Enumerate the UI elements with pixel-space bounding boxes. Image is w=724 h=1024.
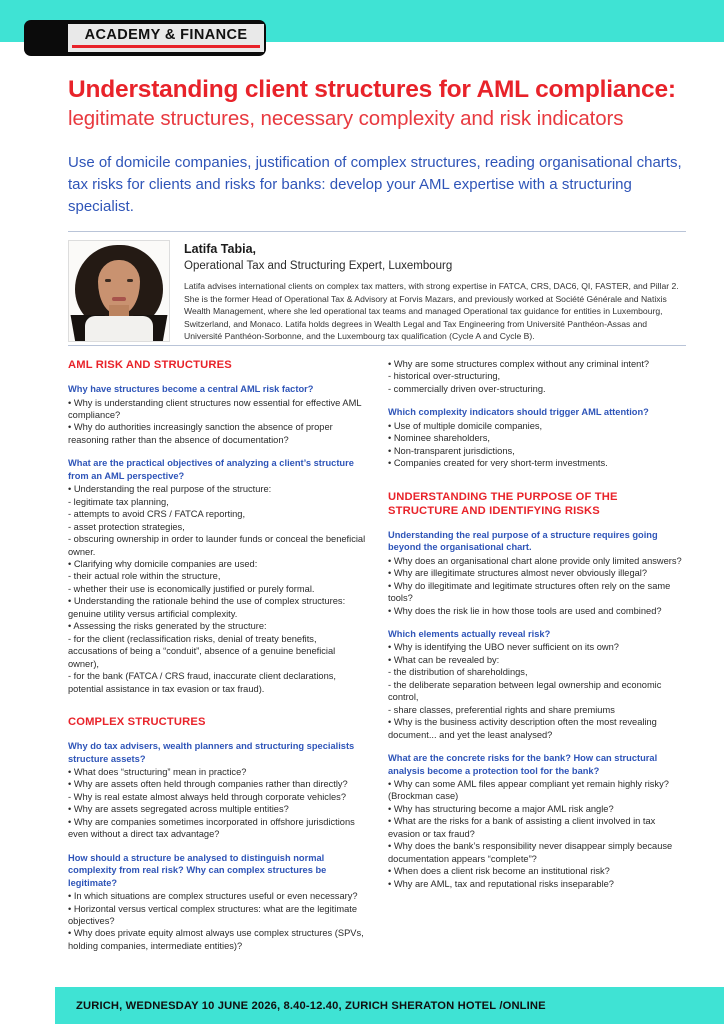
question-group (388, 529, 686, 617)
question-group (68, 383, 366, 446)
bullet-item: - the distribution of shareholdings, (388, 667, 528, 678)
bullet-item: • In which situations are complex structures useful or even necessary? (68, 891, 358, 902)
bullet-item: - for the bank (FATCA / CRS fraud, inaccurate client declarations, potential assistance in tax evasion or tax fraud). (68, 671, 337, 694)
footer-banner (55, 987, 724, 1024)
bullet-item: - their actual role within the structure, (68, 571, 221, 582)
logo-text: ACADEMY & FINANCE (84, 27, 248, 44)
section-heading-complex-structures: COMPLEX STRUCTURES (68, 715, 206, 728)
bullet-item: • Companies created for very short-term investments. (388, 458, 608, 469)
bullet-item: • Why are AML, tax and reputational risks inseparable? (388, 878, 614, 889)
bullet-item: • Why do authorities increasingly sanction the absence of proper reasoning rather than the absence of documentation? (68, 422, 333, 445)
bullet-item: • Why is identifying the UBO never sufficient on its own? (388, 642, 619, 653)
left-column (68, 358, 366, 952)
bullet-item: • Why is the business activity description often the most revealing document... and yet the least analysed? (388, 717, 657, 740)
question-heading: What are the practical objectives of analyzing a client’s structure from an AML perspective? (68, 458, 354, 481)
bullet-item: • Why are some structures complex without any criminal intent? (388, 359, 650, 369)
section-heading-aml-risk-and-structures: AML RISK AND STRUCTURES (68, 359, 232, 371)
bullet-item: - commercially driven over-structuring. (388, 383, 546, 394)
bullet-item: • Assessing the risks generated by the structure: (68, 621, 267, 632)
bullet-item: • Why can some AML files appear compliant yet remain highly risky? (Brockman case) (388, 779, 669, 802)
footer-event-details: ZURICH, WEDNESDAY 10 JUNE 2026, 8.40-12.40, ZURICH SHERATON HOTEL /ONLINE (76, 999, 546, 1012)
bullet-item: • Understanding the rationale behind the use of complex structures: genuine utility versus artificial complexity. (68, 596, 346, 619)
page-subtitle: legitimate structures, necessary complexity and risk indicators (68, 106, 624, 130)
question-heading: Understanding the real purpose of a structure requires going beyond the organisational chart. (388, 529, 658, 553)
bullet-item: • Why are assets segregated across multiple entities? (68, 804, 289, 815)
bullet-item: - the deliberate separation between legal ownership and economic control, (388, 679, 662, 703)
bullet-item: - legitimate tax planning, (68, 496, 169, 507)
bullet-item: - for the client (reclassification risks, denial of treaty benefits, accusations of being a “conduit”, absence of a genuine beneficial owner), (68, 633, 336, 669)
question-group (68, 457, 366, 695)
bullet-item: • Horizontal versus vertical complex structures: what are the legitimate objectives? (68, 903, 357, 926)
bullet-item: - obscuring ownership in order to launder funds or conceal the beneficial owner. (68, 534, 366, 557)
speaker-name: Latifa Tabia, (184, 242, 257, 256)
bullet-item: • Why does an organisational chart alone provide only limited answers? (388, 555, 682, 566)
bullet-item: - asset protection strategies, (68, 521, 185, 532)
bullet-item: - share classes, preferential rights and share premiums (388, 704, 615, 715)
bullet-item: • What are the risks for a bank of assisting a client involved in tax evasion or tax fraud? (388, 816, 656, 839)
speaker-portrait (68, 240, 170, 342)
bullet-item: • Non-transparent jurisdictions, (388, 445, 515, 456)
speaker-bio: Latifa advises international clients on complex tax matters, with strong expertise in FATCA, CRS, DAC6, QI, FASTER, and Pillar 2. She is the former Head of Operational Tax & Advisory at Forvis Mazars, and previously worked at Société Générale and Natixis Wealth Management, where she led operational tax teams and managed Operational tax guidance for entities in Luxembourg, Switzerland, and Monaco. Latifa holds degrees in Wealth Legal and Tax Engineering from Université Panthéon-Assas and Université Panthéon-Sorbonne, and the Luxembourg tax qualification (Cycle A and Cycle B). (184, 280, 679, 342)
bullet-item: • Why is understanding client structures now essential for effective AML compliance? (68, 397, 362, 421)
bullet-item: • Why are companies sometimes incorporated in offshore jurisdictions even without a direct tax advantage? (68, 816, 355, 840)
speaker-block (68, 240, 686, 343)
divider-top (68, 231, 686, 232)
bullet-item: • What does “structuring” mean in practice? (68, 767, 247, 777)
right-column (388, 358, 686, 952)
question-heading: Why do tax advisers, wealth planners and structuring specialists structure assets? (68, 741, 355, 764)
speaker-role: Operational Tax and Structuring Expert, Luxembourg (184, 260, 453, 273)
bullet-item: • Clarifying why domicile companies are used: (68, 559, 258, 569)
bullet-item: • Use of multiple domicile companies, (388, 420, 543, 431)
bullet-item: • What can be revealed by: (388, 654, 500, 665)
bullet-item: • Why does private equity almost always use complex structures (SPVs, holding companies, intermediate entities)? (68, 928, 364, 951)
bullet-item: • Why does the risk lie in how those tools are used and combined? (388, 605, 662, 616)
bullet-item: - whether their use is economically justified or purely formal. (68, 583, 315, 594)
question-heading: How should a structure be analysed to distinguish normal complexity from real risk? Why can complex structures be legitimate? (68, 852, 327, 888)
bullet-item: • Understanding the real purpose of the structure: (68, 484, 272, 495)
question-group (388, 358, 686, 395)
lead-paragraph: Use of domicile companies, justification of complex structures, reading organisational charts, tax risks for clients and risks for banks: develop your AML expertise with a structuring specialist. (68, 154, 682, 215)
question-heading: Which elements actually reveal risk? (388, 629, 551, 640)
bullet-item: • Why do illegitimate and legitimate structures often rely on the same tools? (388, 580, 671, 604)
question-group (388, 752, 686, 890)
question-group (388, 628, 686, 741)
bullet-item: • Why does the bank’s responsibility never disappear simply because documentation appears “complete”? (388, 841, 673, 864)
bullet-item: • When does a client risk become an institutional risk? (388, 866, 610, 877)
speaker-info (184, 240, 686, 343)
page-title: Understanding client structures for AML compliance: (68, 76, 676, 103)
question-group (388, 406, 686, 469)
question-heading: Why have structures become a central AML risk factor? (68, 384, 314, 395)
question-group (68, 852, 366, 953)
question-heading: What are the concrete risks for the bank? How can structural analysis become a protection tool for the bank? (388, 753, 658, 776)
section-heading-understanding-purpose: UNDERSTANDING THE PURPOSE OF THE STRUCTURE AND IDENTIFYING RISKS (388, 490, 618, 517)
divider-bottom (68, 345, 686, 346)
bullet-item: - Why is real estate almost always held through corporate vehicles? (68, 791, 347, 802)
bullet-item: • Why are illegitimate structures almost never obviously illegal? (388, 568, 648, 579)
bullet-item: - attempts to avoid CRS / FATCA reporting, (68, 509, 246, 520)
bullet-item: • Why has structuring become a major AML risk angle? (388, 803, 614, 814)
content-columns (68, 358, 686, 952)
question-group (68, 740, 366, 841)
question-heading: Which complexity indicators should trigger AML attention? (388, 407, 649, 418)
title-block (68, 76, 688, 131)
bullet-item: • Nominee shareholders, (388, 433, 490, 444)
bullet-item: - historical over-structuring, (388, 371, 501, 382)
bullet-item: • Why are assets often held through companies rather than directly? (68, 779, 348, 790)
